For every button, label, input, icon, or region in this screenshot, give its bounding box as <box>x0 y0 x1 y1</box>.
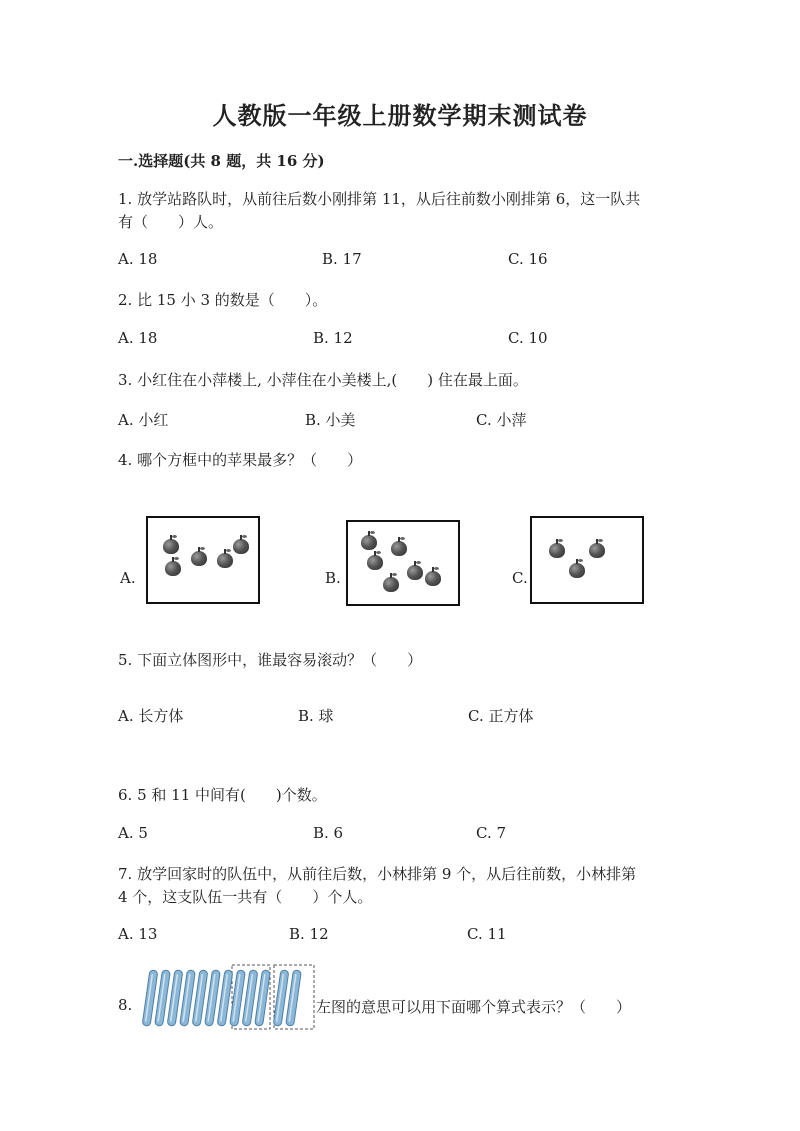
question-6-option-b[interactable]: B. 6 <box>313 824 344 842</box>
question-4-option-c[interactable]: C. <box>512 569 528 587</box>
question-6-option-a[interactable]: A. 5 <box>118 824 148 842</box>
question-2-option-a[interactable]: A. 18 <box>118 329 158 347</box>
question-7-option-b[interactable]: B. 12 <box>289 925 329 943</box>
apple-icon <box>361 535 377 550</box>
question-4-text: 4. 哪个方框中的苹果最多？（ ） <box>118 451 363 469</box>
question-6-text: 6. 5 和 11 中间有( )个数。 <box>118 786 327 804</box>
question-5-text: 5. 下面立体图形中，谁最容易滚动？（ ） <box>118 651 423 669</box>
apple-box-a[interactable] <box>146 516 260 604</box>
apple-box-c[interactable] <box>530 516 644 604</box>
question-3-text: 3. 小红住在小萍楼上, 小萍住在小美楼上,( ) 住在最上面。 <box>118 371 528 389</box>
apple-icon <box>589 543 605 558</box>
apple-icon <box>569 563 585 578</box>
apple-icon <box>163 539 179 554</box>
page-title: 人教版一年级上册数学期末测试卷 <box>212 101 588 130</box>
question-3-option-a[interactable]: A. 小红 <box>118 411 169 429</box>
apple-icon <box>217 553 233 568</box>
apple-icon <box>391 541 407 556</box>
apple-icon <box>407 565 423 580</box>
question-5-option-a[interactable]: A. 长方体 <box>118 707 184 725</box>
question-5-option-c[interactable]: C. 正方体 <box>468 707 534 725</box>
question-7-text-line2: 4 个，这支队伍一共有（ ）个人。 <box>118 888 373 906</box>
question-8-number: 8. <box>118 996 133 1014</box>
apple-icon <box>549 543 565 558</box>
section-heading: 一.选择题(共 8 题，共 16 分) <box>118 152 325 170</box>
question-4-option-a[interactable]: A. <box>120 569 136 587</box>
question-3-option-c[interactable]: C. 小萍 <box>476 411 527 429</box>
question-1-option-c[interactable]: C. 16 <box>508 250 548 268</box>
question-2-option-b[interactable]: B. 12 <box>313 329 353 347</box>
apple-icon <box>191 551 207 566</box>
question-7-option-a[interactable]: A. 13 <box>118 925 158 943</box>
apple-icon <box>165 561 181 576</box>
apple-icon <box>233 539 249 554</box>
sticks-group <box>142 970 301 1027</box>
apple-icon <box>383 577 399 592</box>
question-3-option-b[interactable]: B. 小美 <box>305 411 356 429</box>
question-8-text: 左图的意思可以用下面哪个算式表示？（ ） <box>316 998 632 1016</box>
question-5-option-b[interactable]: B. 球 <box>298 707 334 725</box>
question-4-option-b[interactable]: B. <box>325 569 341 587</box>
question-2-text: 2. 比 15 小 3 的数是（ ）。 <box>118 291 328 309</box>
sticks-figure <box>136 962 316 1034</box>
question-7-option-c[interactable]: C. 11 <box>467 925 507 943</box>
question-1-option-a[interactable]: A. 18 <box>118 250 158 268</box>
question-1-text-line2: 有（ ）人。 <box>118 213 224 231</box>
apple-icon <box>425 571 441 586</box>
question-2-option-c[interactable]: C. 10 <box>508 329 548 347</box>
apple-icon <box>367 555 383 570</box>
apple-box-b[interactable] <box>346 520 460 606</box>
question-7-text-line1: 7. 放学回家时的队伍中，从前往后数，小林排第 9 个，从后往前数，小林排第 <box>118 865 637 883</box>
question-1-option-b[interactable]: B. 17 <box>322 250 362 268</box>
question-1-text-line1: 1. 放学站路队时，从前往后数小刚排第 11，从后往前数小刚排第 6，这一队共 <box>118 190 641 208</box>
question-6-option-c[interactable]: C. 7 <box>476 824 507 842</box>
